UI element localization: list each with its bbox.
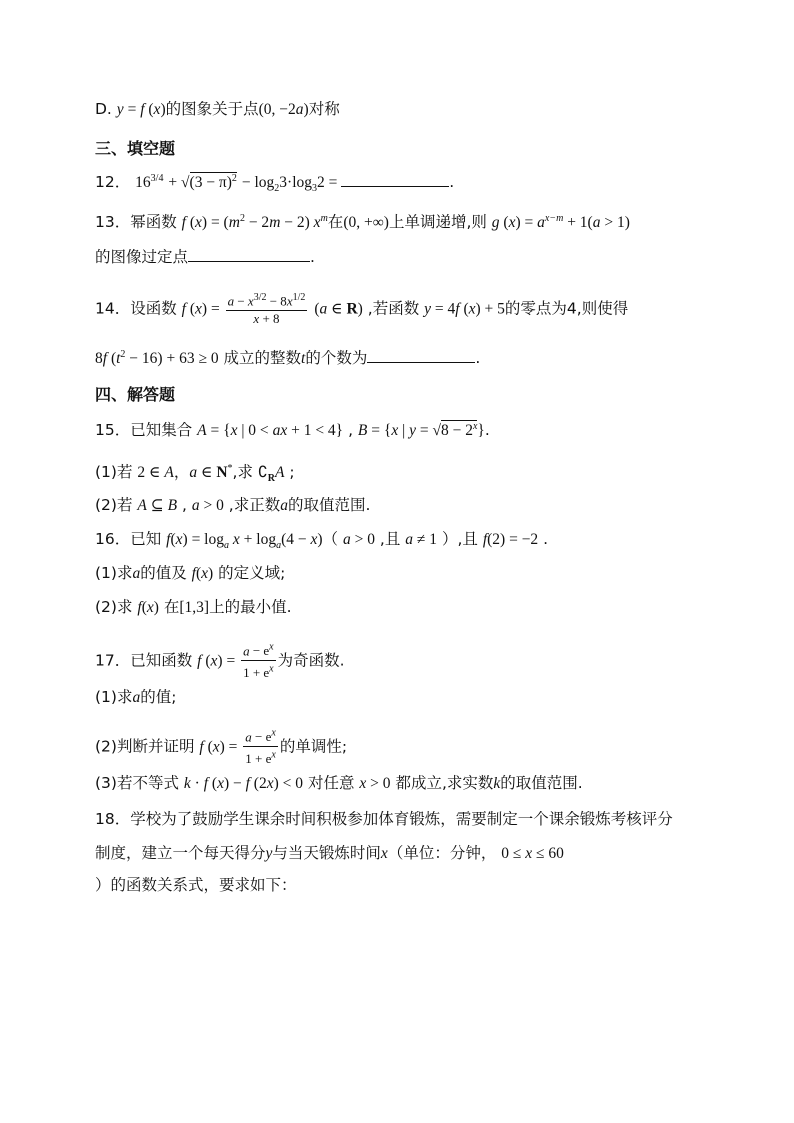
question-16-part2: (2)求 f(x) 在[1,3]上的最小值. [95, 598, 292, 616]
question-18-line3: ）的函数关系式，要求如下： [95, 876, 297, 894]
question-18-line2: 制度，建立一个每天得分y与当天锻炼时间x（单位：分钟， 0 ≤ x ≤ 60 [95, 844, 564, 862]
question-17: 17．已知函数 f (x) = $\frac{a - e^x}{1 + e^x}$ 为奇函数. [95, 642, 345, 680]
question-16-part1: (1)求a的值及 f(x) 的定义域; [95, 564, 286, 582]
question-15: 15．已知集合 A = {x | 0 < ax + 1 < 4} , B = {x | $y = √8 - 2^x$}. [95, 421, 490, 440]
option-d: D. y = f (x)的图象关于点(0, −2a)对称 [95, 100, 340, 118]
question-18-line1: 18．学校为了鼓励学生课余时间积极参加体育锻炼，需要制定一个课余锻炼考核评分 [95, 810, 673, 828]
question-13-line1: 13．幂函数 f $(x) = (m^2 - 2m - 2)$ $x^m$在(0, +∞)上单调递增,则 g $(x) = a^{x-m} + 1(a > 1)$ [95, 213, 630, 232]
section-fill-in-blank: 三、填空题 [95, 139, 176, 158]
answer-blank-12[interactable] [341, 172, 449, 187]
fraction-17: $\frac{a - e^x}{1 + e^x}$ [243, 642, 274, 680]
question-16: 16．已知 $f(x) = \log_a x + \log_a(4 - x)$（ a > 0 ,且 a ≠ 1 ）,且 f(2) = −2 . [95, 530, 549, 552]
section-answer: 四、解答题 [95, 385, 176, 404]
question-17-part1: (1)求a的值; [95, 688, 177, 706]
question-14-line1: 14．设函数 f (x) = $\frac{a - x^{3/2} - 8x^{1/2}}{x + 8}$ (a ∈ R) ,若函数 y = 4f (x) + 5的零点为4,则使得 [95, 292, 629, 327]
question-12: 12． $16^{3/4} + √(3 - \pi)^2 - \log_23\cdot\log_32$ = . [95, 173, 455, 195]
question-14-line2: 8f $(t^2 - 16) + 63 \ge 0$ 成立的整数t的个数为 . [95, 349, 481, 368]
question-17-part2: (2)判断并证明 f (x) = $\frac{a - e^x}{1 + e^x}$ 的单调性; [95, 728, 348, 766]
question-15-part2: (2)若 A ⊆ B , a > 0 ,求正数a的取值范围. [95, 496, 371, 514]
question-13-line2: 的图像过定点 . [95, 248, 315, 266]
fraction-17b: $\frac{a - e^x}{1 + e^x}$ [245, 728, 276, 766]
question-17-part3: (3)若不等式 k · f (x) − f (2x) < 0 对任意 x > 0 都成立,求实数k的取值范围. [95, 774, 583, 792]
answer-blank-14[interactable] [367, 348, 475, 363]
answer-blank-13[interactable] [188, 247, 310, 262]
fraction-14: $\frac{a - x^{3/2} - 8x^{1/2}}{x + 8}$ [227, 292, 306, 327]
question-15-part1: (1)若 2 ∈ A，a ∈ N*,求 $∁_RA$ ; [95, 463, 295, 485]
